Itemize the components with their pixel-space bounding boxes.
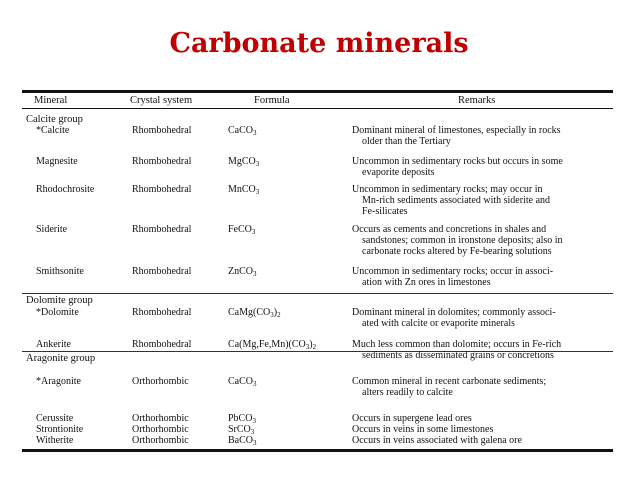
remarks-line: older than the Tertiary xyxy=(362,136,451,147)
table-top-rule xyxy=(22,90,613,93)
header-mineral: Mineral xyxy=(34,95,68,106)
formula: CaCO$_3$ xyxy=(228,125,257,137)
group-name: Dolomite group xyxy=(26,295,93,306)
table-bottom-rule xyxy=(22,449,613,452)
remarks-line: Uncommon in sedimentary rocks but occurs in some xyxy=(352,156,563,167)
remarks-line: Uncommon in sedimentary rocks; may occur in xyxy=(352,184,543,195)
crystal-system: Rhombohedral xyxy=(132,184,192,195)
remarks-line: Occurs as cements and concretions in shales and xyxy=(352,224,547,235)
mineral-name: Smithsonite xyxy=(36,266,84,277)
formula: BaCO$_3$ xyxy=(228,435,257,447)
mineral-name: Siderite xyxy=(36,224,68,235)
remarks-line: alters readily to calcite xyxy=(362,387,453,398)
remarks-line: ation with Zn ores in limestones xyxy=(362,277,491,288)
remarks-line: Occurs in veins in some limestones xyxy=(352,424,494,435)
formula: ZnCO$_3$ xyxy=(228,266,257,278)
remarks-line: evaporite deposits xyxy=(362,167,435,178)
mineral-name: Rhodochrosite xyxy=(36,184,95,195)
mineral-name: Ankerite xyxy=(36,339,71,350)
remarks-line: Occurs in supergene lead ores xyxy=(352,413,472,424)
remarks-line: ated with calcite or evaporite minerals xyxy=(362,318,515,329)
mineral-name: Cerussite xyxy=(36,413,74,424)
remarks-line: Fe-silicates xyxy=(362,206,408,217)
crystal-system: Rhombohedral xyxy=(132,339,192,350)
header-remarks: Remarks xyxy=(458,95,496,106)
table-header-rule xyxy=(22,108,613,109)
mineral-name: Magnesite xyxy=(36,156,78,167)
remarks-line: Much less common than dolomite; occurs in Fe-rich xyxy=(352,339,562,350)
formula: $CaMg(CO_3)_2$ xyxy=(228,307,281,319)
crystal-system: Orthorhombic xyxy=(132,376,189,387)
formula: $Ca(Mg,Fe,Mn)(CO_3)_2$ xyxy=(228,339,317,351)
remarks-line: carbonate rocks altered by Fe-bearing solutions xyxy=(362,246,552,257)
crystal-system: Orthorhombic xyxy=(132,435,189,446)
crystal-system: Rhombohedral xyxy=(132,125,192,136)
remarks-line: sandstones; common in ironstone deposits; also in xyxy=(362,235,563,246)
crystal-system: Rhombohedral xyxy=(132,266,192,277)
remarks-line: Mn-rich sediments associated with siderite and xyxy=(362,195,551,206)
remarks-line: sediments as disseminated grains or concretions xyxy=(362,350,554,361)
remarks-line: Occurs in veins associated with galena ore xyxy=(352,435,522,446)
slide-title: Carbonate minerals xyxy=(169,28,469,59)
mineral-name: *Calcite xyxy=(36,125,70,136)
formula: CaCO$_3$ xyxy=(228,376,257,388)
crystal-system: Orthorhombic xyxy=(132,424,189,435)
formula: PbCO$_3$ xyxy=(228,413,256,425)
crystal-system: Orthorhombic xyxy=(132,413,189,424)
group-name: Calcite group xyxy=(26,114,83,125)
mineral-name: *Dolomite xyxy=(36,307,79,318)
remarks-line: Dominant mineral in dolomites; commonly associ- xyxy=(352,307,556,318)
mineral-name: Strontionite xyxy=(36,424,84,435)
remarks-line: Dominant mineral of limestones, especially in rocks xyxy=(352,125,561,136)
formula: SrCO$_3$ xyxy=(228,424,255,436)
mineral-name: Witherite xyxy=(36,435,74,446)
crystal-system: Rhombohedral xyxy=(132,307,192,318)
crystal-system: Rhombohedral xyxy=(132,156,192,167)
group-separator-rule xyxy=(22,293,613,294)
header-formula: Formula xyxy=(254,95,290,106)
remarks-line: Common mineral in recent carbonate sediments; xyxy=(352,376,547,387)
formula: MgCO$_3$ xyxy=(228,156,260,168)
mineral-name: *Aragonite xyxy=(36,376,81,387)
formula: FeCO$_3$ xyxy=(228,224,256,236)
header-crystal-system: Crystal system xyxy=(130,95,193,106)
crystal-system: Rhombohedral xyxy=(132,224,192,235)
group-name: Aragonite group xyxy=(26,353,96,364)
formula: MnCO$_3$ xyxy=(228,184,260,196)
remarks-line: Uncommon in sedimentary rocks; occur in associ- xyxy=(352,266,554,277)
